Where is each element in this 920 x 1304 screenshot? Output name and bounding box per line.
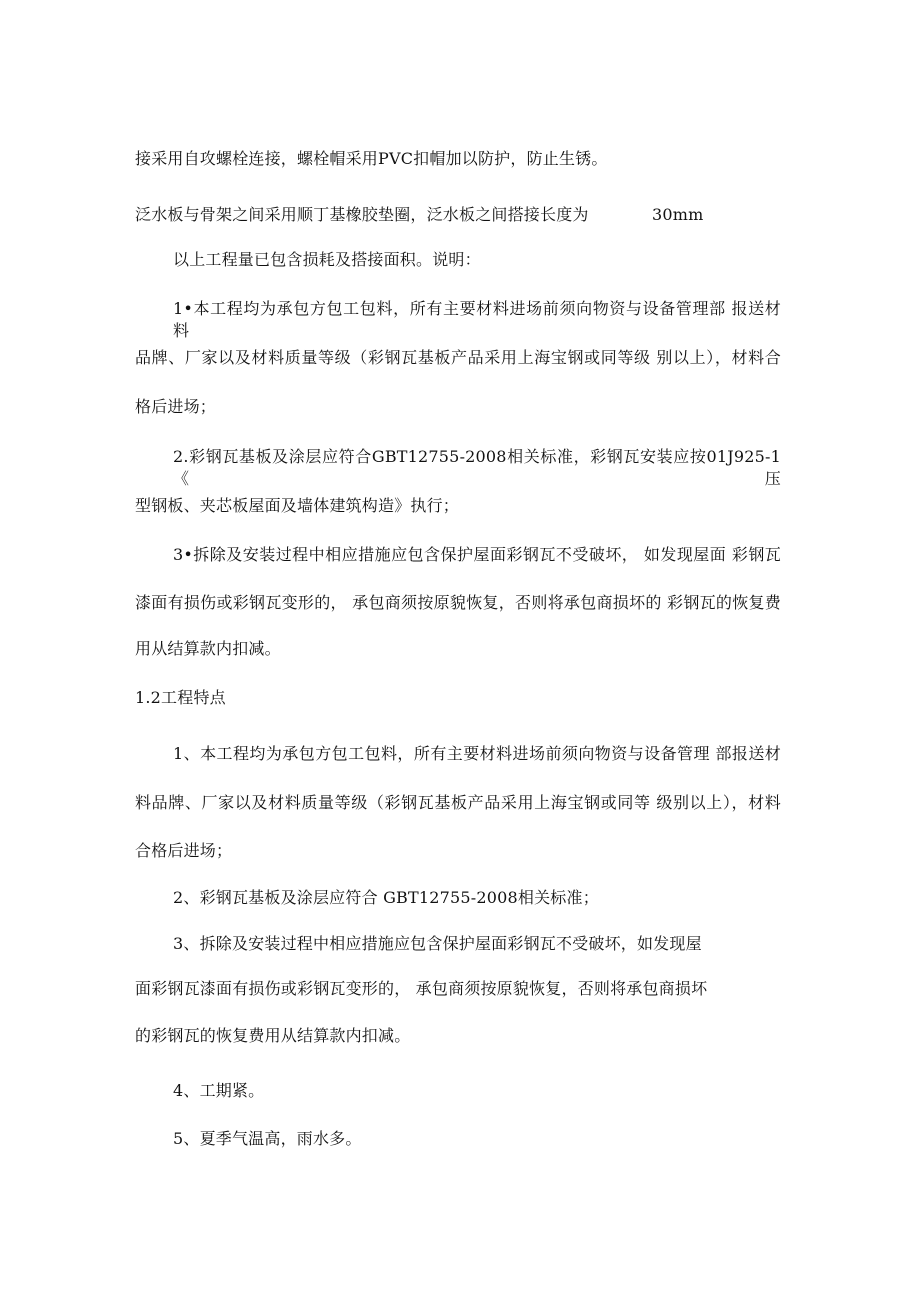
text-line: 格后进场； — [135, 397, 217, 416]
text-line: 30mm — [652, 205, 704, 224]
text-line: 2、彩钢瓦基板及涂层应符合 GBT12755-2008相关标准； — [173, 888, 599, 907]
text-line: 漆面有损伤或彩钢瓦变形的， 承包商须按原貌恢复，否则将承包商损坏的 彩钢瓦的恢复费 — [135, 593, 781, 612]
text-line: 用从结算款内扣减。 — [135, 639, 281, 658]
text-line: 料品牌、厂家以及材料质量等级（彩钢瓦基板产品采用上海宝钢或同等 级别以上），材料 — [135, 793, 781, 812]
text-line: 以上工程量已包含损耗及搭接面积。说明： — [173, 250, 481, 269]
text-line: 型钢板、夹芯板屋面及墙体建筑构造》执行； — [135, 496, 460, 515]
text-line: 合格后进场； — [135, 841, 233, 860]
text-line: 3、拆除及安装过程中相应措施应包含保护屋面彩钢瓦不受破坏，如发现屋 — [173, 934, 702, 953]
text-line: 的彩钢瓦的恢复费用从结算款内扣减。 — [135, 1026, 411, 1045]
text-line: 1、本工程均为承包方包工包料，所有主要材料进场前须向物资与设备管理 部报送材 — [173, 744, 781, 763]
text-line: 面彩钢瓦漆面有损伤或彩钢瓦变形的， 承包商须按原貌恢复，否则将承包商损坏 — [135, 979, 708, 998]
text-line: 泛水板与骨架之间采用顺丁基橡胶垫圈，泛水板之间搭接长度为 — [135, 205, 589, 224]
text-line: 3•拆除及安装过程中相应措施应包含保护屋面彩钢瓦不受破坏， 如发现屋面 彩钢瓦 — [173, 545, 781, 564]
text-line: 5、夏季气温高，雨水多。 — [173, 1129, 362, 1148]
text-line: 1•本工程均为承包方包工包料，所有主要材料进场前须向物资与设备管理部 报送材料 — [173, 299, 781, 340]
text-line: 2.彩钢瓦基板及涂层应符合GBT12755-2008相关标准，彩钢瓦安装应按01J925-1《压 — [173, 447, 781, 488]
text-line: 品牌、厂家以及材料质量等级（彩钢瓦基板产品采用上海宝钢或同等级 别以上），材料合 — [135, 348, 781, 367]
section-heading: 1.2工程特点 — [135, 688, 226, 707]
text-line: 接采用自攻螺栓连接，螺栓帽采用PVC扣帽加以防护，防止生锈。 — [135, 149, 608, 168]
text-line: 4、工期紧。 — [173, 1081, 265, 1100]
